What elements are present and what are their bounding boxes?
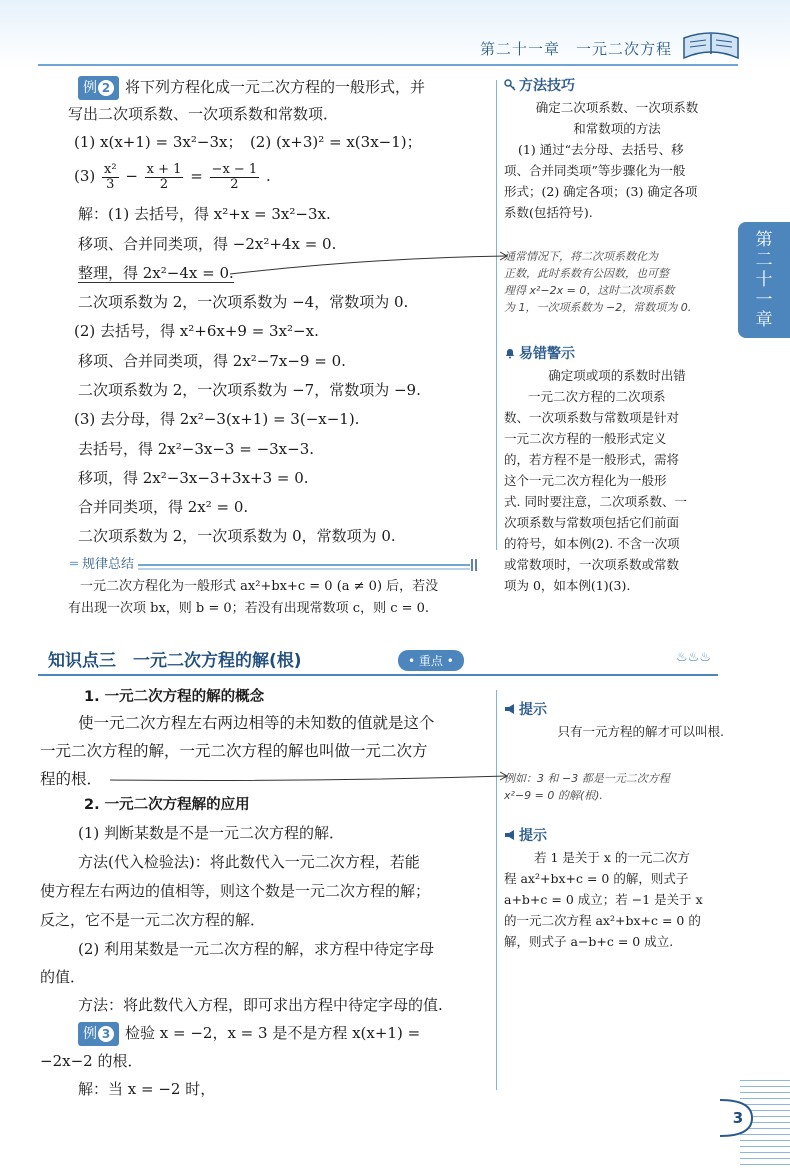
solution-line: 二次项系数为 2，一次项系数为 −7，常数项为 −9. bbox=[78, 381, 421, 399]
solution-line: 二次项系数为 2，一次项系数为 0，常数项为 0. bbox=[78, 527, 396, 545]
solution-line: 解：(1) 去括号，得 x²+x = 3x²−3x. bbox=[78, 205, 331, 223]
error-warning-body: 一元二次方程的二次项系 bbox=[528, 389, 666, 404]
side-tab-char: 第 bbox=[755, 230, 773, 250]
error-warning-body: 次项系数与常数项包括它们前面 bbox=[504, 515, 680, 530]
example2-line1: 例 2 将下列方程化成一元二次方程的一般形式，并 bbox=[78, 76, 425, 100]
section-heading: 2. 一元二次方程解的应用 bbox=[84, 797, 250, 813]
method-tips-body: (1) 通过“去分母、去括号、移 bbox=[518, 142, 684, 157]
error-warning-body: 的符号，如本例(2). 不含一次项 bbox=[504, 536, 680, 551]
example2-line4: (3) $\frac{\text{x²}}{3}$ − $\frac{x + 1}{2}$ = $\frac{-x - 1}{2}$ . bbox=[74, 161, 271, 192]
solution-line: (2) 去括号，得 x²+6x+9 = 3x²−x. bbox=[74, 322, 319, 340]
knowledge-point-title: 知识点三 一元二次方程的解(根) bbox=[48, 651, 302, 671]
solution-line: 移项，得 2x²−3x−3+3x+3 = 0. bbox=[78, 469, 309, 487]
handwritten-note bbox=[504, 248, 730, 316]
fraction: $\frac{\text{x²}}{3}$ bbox=[104, 161, 117, 192]
solution-line: (3) 去分母，得 2x²−3(x+1) = 3(−x−1). bbox=[74, 410, 360, 428]
method-tips-title: 和常数项的方法 bbox=[573, 121, 661, 136]
solution-line: 整理，得 2x²−4x = 0. bbox=[78, 264, 234, 282]
column-divider bbox=[496, 690, 497, 1090]
tip-head: 提示 bbox=[504, 826, 730, 847]
handwritten-arrow bbox=[230, 250, 510, 280]
rule-summary-line: 有出现一次项 bx，则 b = 0；若没有出现常数项 c，则 c = 0. bbox=[68, 601, 430, 616]
kp-paragraph-line: 反之，它不是一元二次方程的解． bbox=[40, 911, 266, 929]
solution-line: 移项、合并同类项，得 2x²−7x−9 = 0. bbox=[78, 352, 346, 370]
handnote-line: 正数，此时系数有公因数，也可整 bbox=[504, 267, 669, 280]
solution-line: 移项、合并同类项，得 −2x²+4x = 0. bbox=[78, 235, 337, 253]
tip-body: a+b+c = 0 成立；若 −1 是关于 x bbox=[504, 892, 703, 907]
header-rule bbox=[38, 64, 738, 66]
example3-badge: 例 3 bbox=[78, 1022, 119, 1046]
error-warning-body: 式. 同时要注意，二次项系数、一 bbox=[504, 494, 687, 509]
handnote-line: x²−9 = 0 的解(根). bbox=[504, 789, 603, 802]
error-warning bbox=[504, 344, 730, 596]
megaphone-icon bbox=[504, 703, 516, 715]
side-tab-char: 章 bbox=[755, 310, 773, 330]
tip-body: 解，则式子 a−b+c = 0 成立. bbox=[504, 934, 674, 949]
error-warning-body: 这个一元二次方程化为一般形 bbox=[504, 473, 667, 488]
error-warning-title: 确定项或项的系数时出错 bbox=[548, 368, 686, 383]
fraction: $\frac{-x - 1}{2}$ bbox=[211, 161, 258, 192]
tip-box bbox=[504, 826, 730, 952]
solution-line: 二次项系数为 2，一次项系数为 −4，常数项为 0. bbox=[78, 293, 409, 311]
kp-paragraph-line: 使方程左右两边的值相等，则这个数是一元二次方程的解； bbox=[40, 882, 431, 900]
book-logo-icon bbox=[680, 28, 742, 64]
section-heading: 1. 一元二次方程的解的概念 bbox=[84, 689, 265, 705]
kp-paragraph-line: 使一元二次方程左右两边相等的未知数的值就是这个 bbox=[78, 714, 435, 732]
handwritten-note bbox=[504, 770, 730, 804]
error-warning-body: 数、一次项系数与常数项是针对 bbox=[504, 410, 680, 425]
column-divider bbox=[496, 80, 497, 550]
chapter-side-tab bbox=[738, 222, 790, 338]
error-warning-body: 项为 0，如本例(1)(3). bbox=[504, 578, 631, 593]
method-tips-body: 系数(包括符号). bbox=[504, 205, 593, 220]
example3-line2: −2x−2 的根． bbox=[40, 1052, 143, 1070]
kp-paragraph-line: 方法(代入检验法)：将此数代入一元二次方程，若能 bbox=[78, 853, 420, 871]
rule-summary-line: 一元二次方程化为一般形式 ax²+bx+c = 0 (a ≠ 0) 后，若没 bbox=[80, 579, 439, 594]
example2-badge: 例 2 bbox=[78, 76, 119, 100]
tip-box bbox=[504, 700, 730, 742]
fraction: $\frac{x + 1}{2}$ bbox=[146, 161, 182, 192]
error-warning-body: 的，若方程不是一般形式，需将 bbox=[504, 452, 680, 467]
kp-paragraph-line: (1) 判断某数是不是一元二次方程的解． bbox=[78, 824, 345, 842]
kp-paragraph-line: 程的根． bbox=[40, 770, 103, 788]
example2-line3: (1) x(x+1) = 3x²−3x； (2) (x+3)² = x(3x−1)； bbox=[74, 133, 422, 151]
handnote-line: 为 1，一次项系数为 −2，常数项为 0. bbox=[504, 301, 692, 314]
tip-body: 只有一元方程的解才可以叫根. bbox=[557, 724, 724, 739]
handwritten-arrow bbox=[110, 766, 510, 786]
tip-body: 若 1 是关于 x 的一元二次方 bbox=[534, 850, 690, 865]
error-warning-body: 一元二次方程的一般形式定义 bbox=[504, 431, 667, 446]
rule-summary-label: ═ 规律总结 bbox=[70, 553, 138, 572]
chapter-title: 第二十一章 一元二次方程 bbox=[479, 40, 672, 58]
solution-line: 去括号，得 2x²−3x−3 = −3x−3. bbox=[78, 440, 315, 458]
key-icon bbox=[504, 79, 516, 91]
page-header bbox=[0, 0, 790, 68]
example3-line1: 例 3 检验 x = −2，x = 3 是不是方程 x(x+1) = bbox=[78, 1022, 420, 1046]
kp-paragraph-line: (2) 利用某数是一元二次方程的解，求方程中待定字母 bbox=[78, 940, 435, 958]
key-point-badge: • 重点 • bbox=[398, 650, 464, 671]
bell-icon bbox=[504, 347, 516, 359]
method-tips-body: 形式；(2) 确定各项；(3) 确定各项 bbox=[504, 184, 698, 199]
kp-paragraph-line: 一元二次方程的解，一元二次方程的解也叫做一元二次方 bbox=[40, 742, 428, 760]
page-number: 3 bbox=[732, 1109, 744, 1127]
tip-head: 提示 bbox=[504, 700, 730, 721]
handnote-line: 例如：3 和 −3 都是一元二次方程 bbox=[504, 772, 670, 785]
method-tips bbox=[504, 76, 730, 223]
difficulty-flames: ♨♨♨ bbox=[676, 650, 711, 665]
error-warning-body: 或常数项时，一次项系数或常数 bbox=[504, 557, 680, 572]
side-tab-char: 二 bbox=[755, 250, 773, 270]
solution-line: 合并同类项，得 2x² = 0. bbox=[78, 498, 249, 516]
method-tips-body: 项、合并同类项”等步骤化为一般 bbox=[504, 163, 686, 178]
method-tips-title: 确定二次项系数、一次项系数 bbox=[535, 100, 699, 115]
handnote-line: 通常情况下，将二次项系数化为 bbox=[504, 250, 658, 263]
side-tab-char: 一 bbox=[755, 290, 773, 310]
error-warning-head: 易错警示 bbox=[504, 344, 730, 365]
example3-line3: 解：当 x = −2 时， bbox=[78, 1080, 216, 1098]
kp-paragraph-line: 方法：将此数代入方程，即可求出方程中待定字母的值. bbox=[78, 996, 443, 1014]
megaphone-icon bbox=[504, 829, 516, 841]
example2-line2: 写出二次项系数、一次项系数和常数项． bbox=[68, 105, 339, 123]
tip-body: 程 ax²+bx+c = 0 的解，则式子 bbox=[504, 871, 689, 886]
kp-paragraph-line: 的值． bbox=[40, 968, 86, 986]
handnote-line: 理得 x²−2x = 0，这时二次项系数 bbox=[504, 284, 675, 297]
method-tips-head: 方法技巧 bbox=[504, 76, 730, 97]
tip-body: 的一元二次方程 ax²+bx+c = 0 的 bbox=[504, 913, 701, 928]
side-tab-char: 十 bbox=[755, 270, 773, 290]
